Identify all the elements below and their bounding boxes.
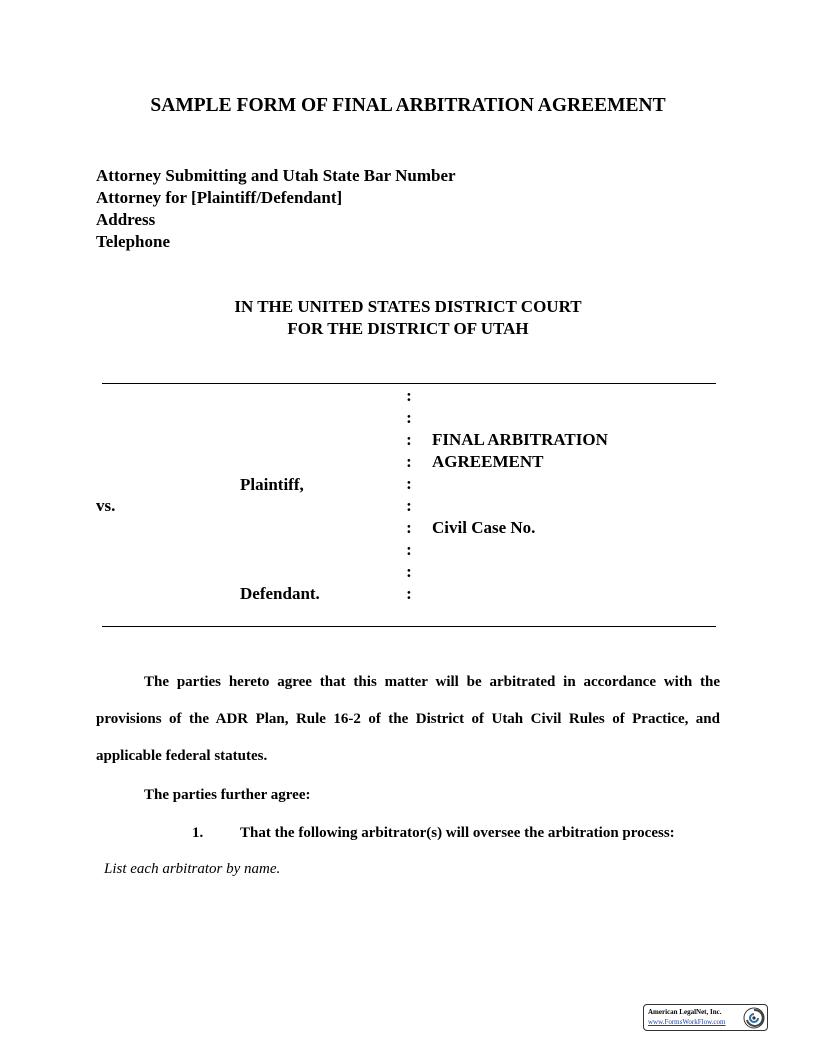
- arbitrator-list-instruction: List each arbitrator by name.: [104, 861, 281, 877]
- caption-colon: :: [406, 584, 412, 603]
- attorney-for-line: Attorney for [Plaintiff/Defendant]: [96, 188, 343, 207]
- defendant-label: Defendant.: [240, 584, 320, 603]
- caption-document-title-line1: FINAL ARBITRATION: [432, 430, 608, 449]
- versus-label: vs.: [96, 496, 116, 515]
- document-title: SAMPLE FORM OF FINAL ARBITRATION AGREEMENT: [150, 95, 666, 116]
- caption-colon: :: [406, 562, 412, 581]
- caption-document-title-line2: AGREEMENT: [432, 452, 544, 471]
- court-district: FOR THE DISTRICT OF UTAH: [287, 319, 529, 338]
- footer-badge[interactable]: [643, 1004, 768, 1031]
- plaintiff-label: Plaintiff,: [240, 475, 304, 494]
- caption-colon: :: [406, 518, 412, 537]
- item-1-number: 1.: [192, 825, 204, 841]
- caption-colon: :: [406, 496, 412, 515]
- court-name: IN THE UNITED STATES DISTRICT COURT: [234, 297, 582, 316]
- caption-colon: :: [406, 386, 412, 405]
- caption-top-rule: [102, 383, 716, 384]
- paragraph-1-line-2: provisions of the ADR Plan, Rule 16-2 of the District of Utah Civil Rules of Practice, and: [96, 711, 720, 727]
- attorney-telephone-line: Telephone: [96, 232, 171, 251]
- footer-url-link[interactable]: www.FormsWorkFlow.com: [648, 1018, 726, 1026]
- caption-colon: :: [406, 452, 412, 471]
- paragraph-1-line-3: applicable federal statutes.: [96, 748, 268, 764]
- swirl-logo-icon: [743, 1007, 765, 1029]
- footer-company-name: American LegalNet, Inc.: [648, 1008, 722, 1016]
- paragraph-2: The parties further agree:: [144, 787, 311, 803]
- attorney-name-line: Attorney Submitting and Utah State Bar Number: [96, 166, 456, 185]
- civil-case-number-label: Civil Case No.: [432, 518, 536, 537]
- paragraph-1-line-1: The parties hereto agree that this matter will be arbitrated in accordance with the: [144, 674, 720, 690]
- caption-colon: :: [406, 408, 412, 427]
- caption-bottom-rule: [102, 626, 716, 627]
- attorney-address-line: Address: [96, 210, 156, 229]
- caption-colon: :: [406, 430, 412, 449]
- item-1-text: That the following arbitrator(s) will oversee the arbitration process:: [240, 825, 675, 841]
- caption-colon: :: [406, 474, 412, 493]
- caption-colon: :: [406, 540, 412, 559]
